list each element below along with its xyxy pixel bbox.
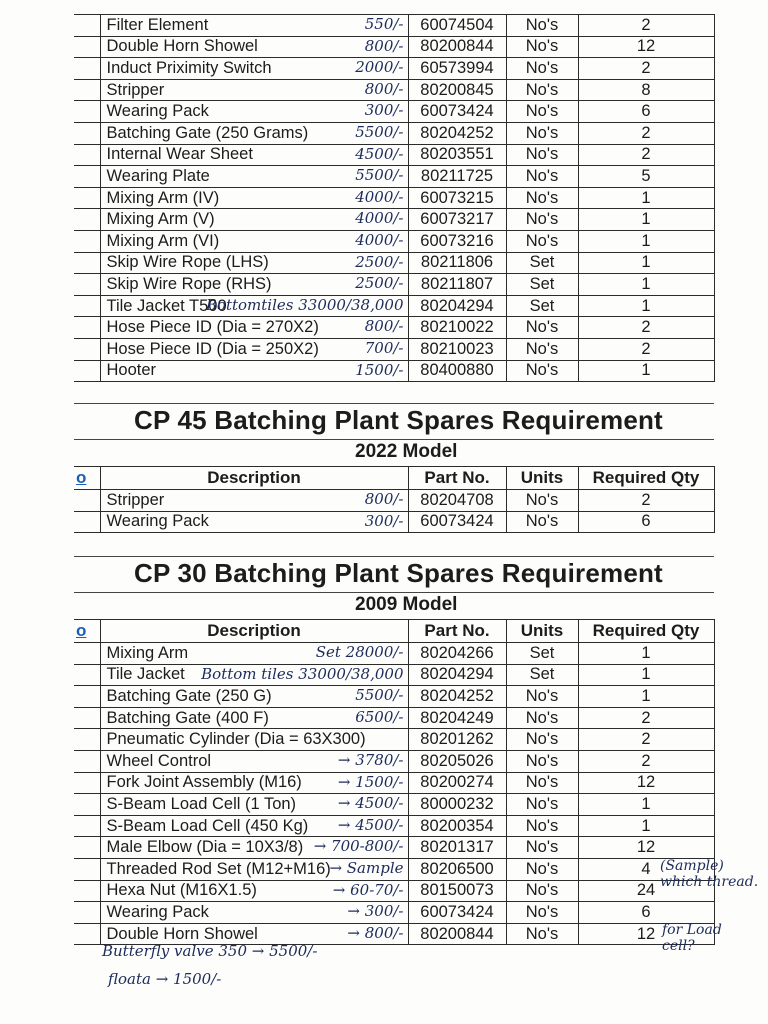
qty-cell: 2	[578, 490, 714, 512]
part-no-cell: 80211725	[408, 166, 506, 188]
part-no-cell: 80200844	[408, 36, 506, 58]
table-row	[74, 729, 714, 751]
part-no-cell: 60073424	[408, 101, 506, 123]
table-row	[74, 858, 714, 880]
description-cell	[100, 317, 408, 339]
row-margin	[74, 144, 100, 166]
row-margin	[74, 686, 100, 708]
header-serial: o	[74, 467, 100, 490]
description-text: Wearing Pack	[106, 512, 209, 531]
part-no-cell: 80000232	[408, 794, 506, 816]
row-margin	[74, 230, 100, 252]
table-row	[74, 815, 714, 837]
units-cell: No's	[506, 166, 578, 188]
description-cell	[100, 295, 408, 317]
row-margin	[74, 707, 100, 729]
table-header	[74, 620, 714, 643]
units-cell: No's	[506, 360, 578, 382]
part-no-cell: 80204266	[408, 643, 506, 665]
units-cell: No's	[506, 187, 578, 209]
cp45-title: CP 45 Batching Plant Spares Requirement	[134, 405, 663, 435]
description-cell	[100, 252, 408, 274]
handwritten-price-note: 5500/-	[355, 122, 404, 141]
description-cell	[100, 794, 408, 816]
row-margin	[74, 923, 100, 945]
table-row	[74, 837, 714, 859]
description-cell	[100, 166, 408, 188]
units-cell: No's	[506, 209, 578, 231]
cp45-table	[74, 466, 715, 533]
handwritten-price-note: 4500/-	[355, 144, 404, 163]
row-margin	[74, 295, 100, 317]
part-no-cell: 80204294	[408, 295, 506, 317]
units-cell: No's	[506, 772, 578, 794]
header-description: Description	[100, 467, 408, 490]
description-cell	[100, 360, 408, 382]
handwritten-price-note: 2500/-	[355, 274, 404, 293]
units-cell: No's	[506, 317, 578, 339]
row-margin	[74, 729, 100, 751]
table-row	[74, 166, 714, 188]
description-cell	[100, 79, 408, 101]
table-row	[74, 230, 714, 252]
description-cell	[100, 729, 408, 751]
row-margin	[74, 252, 100, 274]
table-row	[74, 643, 714, 665]
description-text: Skip Wire Rope (LHS)	[106, 253, 269, 272]
table-row	[74, 686, 714, 708]
qty-cell: 1	[578, 815, 714, 837]
qty-cell: 8	[578, 79, 714, 101]
qty-cell: 6	[578, 511, 714, 533]
qty-cell: 2	[578, 707, 714, 729]
description-text: Mixing Arm (V)	[106, 210, 215, 229]
description-cell	[100, 490, 408, 512]
table-row	[74, 101, 714, 123]
units-cell: No's	[506, 490, 578, 512]
handwritten-price-note: 300/-	[364, 101, 404, 120]
units-cell: No's	[506, 101, 578, 123]
table-row	[74, 144, 714, 166]
description-cell	[100, 144, 408, 166]
table-row	[74, 58, 714, 80]
description-cell	[100, 858, 408, 880]
description-text: Tile Jacket	[106, 665, 185, 684]
description-cell	[100, 15, 408, 37]
part-no-cell: 80205026	[408, 750, 506, 772]
units-cell: No's	[506, 815, 578, 837]
table-row	[74, 252, 714, 274]
units-cell: No's	[506, 338, 578, 360]
description-text: Wearing Plate	[106, 166, 210, 185]
qty-cell: 1	[578, 274, 714, 296]
row-margin	[74, 360, 100, 382]
handwritten-bottom-note-2: floata → 1500/-	[108, 970, 222, 988]
handwritten-price-note: 4000/-	[355, 187, 404, 206]
description-text: Skip Wire Rope (RHS)	[106, 274, 272, 293]
handwritten-side-note-2: for Load cell?	[662, 922, 722, 954]
table-row	[74, 880, 714, 902]
units-cell: No's	[506, 858, 578, 880]
table-row	[74, 122, 714, 144]
description-cell	[100, 511, 408, 533]
part-no-cell: 80210023	[408, 338, 506, 360]
section-rule	[74, 592, 714, 593]
row-margin	[74, 794, 100, 816]
description-text: S-Beam Load Cell (450 Kg)	[106, 816, 309, 835]
part-no-cell: 80200354	[408, 815, 506, 837]
qty-cell: 12	[578, 36, 714, 58]
description-text: Fork Joint Assembly (M16)	[106, 773, 302, 792]
units-cell: No's	[506, 794, 578, 816]
row-margin	[74, 209, 100, 231]
description-text: Wearing Pack	[106, 902, 209, 921]
part-no-cell: 60073424	[408, 902, 506, 924]
handwritten-price-note: → 300/-	[347, 902, 404, 921]
description-text: S-Beam Load Cell (1 Ton)	[106, 794, 297, 813]
table-row	[74, 187, 714, 209]
row-margin	[74, 338, 100, 360]
table-row	[74, 511, 714, 533]
units-cell: No's	[506, 880, 578, 902]
description-text: Stripper	[106, 80, 165, 99]
part-no-cell: 80204294	[408, 664, 506, 686]
description-text: Batching Gate (400 F)	[106, 708, 269, 727]
row-margin	[74, 772, 100, 794]
header-part-no: Part No.	[408, 620, 506, 643]
row-margin	[74, 79, 100, 101]
handwritten-side-note: (Sample) which thread.	[660, 858, 759, 890]
units-cell: No's	[506, 729, 578, 751]
qty-cell: 24	[578, 880, 714, 902]
part-no-cell: 80203551	[408, 144, 506, 166]
cp45-model: 2022 Model	[355, 441, 458, 462]
handwritten-price-note: 4000/-	[355, 230, 404, 249]
description-text: Wearing Pack	[106, 102, 209, 121]
description-cell	[100, 122, 408, 144]
qty-cell: 2	[578, 58, 714, 80]
handwritten-price-note: 700/-	[364, 338, 404, 357]
units-cell: Set	[506, 295, 578, 317]
description-cell	[100, 58, 408, 80]
table-row	[74, 360, 714, 382]
description-cell	[100, 643, 408, 665]
part-no-cell: 60073217	[408, 209, 506, 231]
description-text: Mixing Arm (IV)	[106, 188, 220, 207]
description-cell	[100, 187, 408, 209]
header-part-no: Part No.	[408, 467, 506, 490]
qty-cell: 1	[578, 295, 714, 317]
qty-cell: 1	[578, 643, 714, 665]
row-margin	[74, 815, 100, 837]
row-margin	[74, 101, 100, 123]
qty-cell: 6	[578, 902, 714, 924]
table-row	[74, 664, 714, 686]
part-no-cell: 80400880	[408, 360, 506, 382]
header-required-qty: Required Qty	[578, 467, 714, 490]
table-row	[74, 295, 714, 317]
row-margin	[74, 880, 100, 902]
part-no-cell: 60073216	[408, 230, 506, 252]
part-no-cell: 60073215	[408, 187, 506, 209]
description-text: Double Horn Showel	[106, 37, 258, 56]
qty-cell: 2	[578, 338, 714, 360]
qty-cell: 1	[578, 252, 714, 274]
qty-cell: 12	[578, 837, 714, 859]
table-row	[74, 902, 714, 924]
row-margin	[74, 858, 100, 880]
units-cell: No's	[506, 58, 578, 80]
description-cell	[100, 880, 408, 902]
handwritten-price-note: 5500/-	[355, 686, 404, 705]
header-required-qty: Required Qty	[578, 620, 714, 643]
units-cell: No's	[506, 15, 578, 37]
handwritten-price-note: 4000/-	[355, 209, 404, 228]
units-cell: No's	[506, 707, 578, 729]
handwritten-price-note: → 3780/-	[337, 750, 404, 769]
description-cell	[100, 902, 408, 924]
spares-table-continued	[74, 14, 715, 382]
qty-cell: 2	[578, 144, 714, 166]
table-row	[74, 772, 714, 794]
qty-cell: 2	[578, 15, 714, 37]
description-text: Tile Jacket T500	[106, 296, 227, 315]
units-cell: No's	[506, 902, 578, 924]
units-cell: Set	[506, 274, 578, 296]
table-row	[74, 209, 714, 231]
qty-cell: 12	[578, 772, 714, 794]
handwritten-price-note: → 700-800/-	[313, 837, 404, 856]
description-text: Stripper	[106, 490, 165, 509]
description-cell	[100, 230, 408, 252]
description-text: Induct Priximity Switch	[106, 58, 272, 77]
description-cell	[100, 209, 408, 231]
section-rule	[74, 439, 714, 440]
part-no-cell: 80200274	[408, 772, 506, 794]
units-cell: No's	[506, 511, 578, 533]
row-margin	[74, 664, 100, 686]
table-row	[74, 15, 714, 37]
units-cell: No's	[506, 923, 578, 945]
part-no-cell: 60073424	[408, 511, 506, 533]
handwritten-price-note: → 4500/-	[337, 815, 404, 834]
description-text: Batching Gate (250 Grams)	[106, 123, 309, 142]
description-cell	[100, 815, 408, 837]
row-margin	[74, 15, 100, 37]
description-text: Wheel Control	[106, 751, 212, 770]
table-row	[74, 490, 714, 512]
header-units: Units	[506, 467, 578, 490]
description-cell	[100, 664, 408, 686]
row-margin	[74, 317, 100, 339]
table-row	[74, 794, 714, 816]
part-no-cell: 80200845	[408, 79, 506, 101]
table-row	[74, 707, 714, 729]
part-no-cell: 80150073	[408, 880, 506, 902]
description-text: Hooter	[106, 361, 157, 380]
units-cell: Set	[506, 664, 578, 686]
header-units: Units	[506, 620, 578, 643]
description-text: Hose Piece ID (Dia = 270X2)	[106, 318, 319, 337]
row-margin	[74, 837, 100, 859]
qty-cell: 1	[578, 187, 714, 209]
description-text: Threaded Rod Set (M12+M16)	[106, 859, 331, 878]
qty-cell: 1	[578, 794, 714, 816]
description-cell	[100, 101, 408, 123]
part-no-cell: 80204249	[408, 707, 506, 729]
qty-cell: 2	[578, 122, 714, 144]
row-margin	[74, 187, 100, 209]
table-row	[74, 317, 714, 339]
section-rule	[74, 403, 714, 404]
description-text: Male Elbow (Dia = 10X3/8)	[106, 838, 304, 857]
handwritten-price-note: Set 28000/-	[315, 643, 404, 661]
handwritten-bottom-note-1: Butterfly valve 350 → 5500/-	[102, 942, 318, 960]
handwritten-price-note: Bottom tiles 33000/38,000	[201, 664, 404, 683]
part-no-cell: 80201262	[408, 729, 506, 751]
qty-cell: 1	[578, 360, 714, 382]
qty-cell: 1	[578, 664, 714, 686]
handwritten-price-note: → Sample	[329, 858, 404, 877]
part-no-cell: 80211807	[408, 274, 506, 296]
cp30-table	[74, 619, 715, 945]
qty-cell: 2	[578, 729, 714, 751]
row-margin	[74, 902, 100, 924]
handwritten-price-note: 800/-	[364, 36, 404, 55]
header-description: Description	[100, 620, 408, 643]
description-text: Double Horn Showel	[106, 924, 258, 943]
description-cell	[100, 837, 408, 859]
description-cell	[100, 338, 408, 360]
units-cell: No's	[506, 122, 578, 144]
handwritten-price-note: 550/-	[364, 15, 404, 33]
description-text: Pneumatic Cylinder (Dia = 63X300)	[106, 730, 366, 749]
part-no-cell: 80204708	[408, 490, 506, 512]
part-no-cell: 80201317	[408, 837, 506, 859]
part-no-cell: 80206500	[408, 858, 506, 880]
table-header	[74, 467, 714, 490]
description-text: Hose Piece ID (Dia = 250X2)	[106, 339, 319, 358]
part-no-cell: 80210022	[408, 317, 506, 339]
units-cell: No's	[506, 686, 578, 708]
row-margin	[74, 643, 100, 665]
description-cell	[100, 772, 408, 794]
part-no-cell: 80200844	[408, 923, 506, 945]
row-margin	[74, 36, 100, 58]
qty-cell: 1	[578, 209, 714, 231]
units-cell: No's	[506, 230, 578, 252]
units-cell: Set	[506, 643, 578, 665]
handwritten-price-note: 2500/-	[355, 252, 404, 271]
cp30-title: CP 30 Batching Plant Spares Requirement	[134, 558, 663, 588]
description-text: Batching Gate (250 G)	[106, 686, 272, 705]
row-margin	[74, 511, 100, 533]
part-no-cell: 80204252	[408, 686, 506, 708]
table-row	[74, 750, 714, 772]
units-cell: No's	[506, 144, 578, 166]
handwritten-price-note: 2000/-	[355, 58, 404, 77]
handwritten-price-note: 800/-	[364, 490, 404, 508]
handwritten-price-note: 300/-	[364, 511, 404, 530]
qty-cell: 6	[578, 101, 714, 123]
qty-cell: 4	[578, 858, 714, 880]
description-text: Hexa Nut (M16X1.5)	[106, 881, 257, 900]
handwritten-price-note: 5500/-	[355, 166, 404, 185]
units-cell: Set	[506, 252, 578, 274]
part-no-cell: 60573994	[408, 58, 506, 80]
qty-cell: 1	[578, 230, 714, 252]
qty-cell: 1	[578, 686, 714, 708]
row-margin	[74, 166, 100, 188]
units-cell: No's	[506, 36, 578, 58]
units-cell: No's	[506, 837, 578, 859]
description-cell	[100, 707, 408, 729]
qty-cell: 2	[578, 750, 714, 772]
qty-cell: 5	[578, 166, 714, 188]
handwritten-price-note: 800/-	[364, 317, 404, 336]
table-row	[74, 338, 714, 360]
header-serial: o	[74, 620, 100, 643]
row-margin	[74, 490, 100, 512]
units-cell: No's	[506, 79, 578, 101]
description-cell	[100, 274, 408, 296]
table-row	[74, 79, 714, 101]
units-cell: No's	[506, 750, 578, 772]
table-row	[74, 274, 714, 296]
part-no-cell: 80211806	[408, 252, 506, 274]
description-text: Internal Wear Sheet	[106, 145, 253, 164]
section-rule	[74, 556, 714, 557]
row-margin	[74, 274, 100, 296]
qty-cell: 2	[578, 317, 714, 339]
cp30-model: 2009 Model	[355, 594, 458, 615]
handwritten-price-note: 6500/-	[355, 707, 404, 726]
table-row	[74, 36, 714, 58]
description-cell	[100, 36, 408, 58]
handwritten-price-note: 1500/-	[355, 360, 404, 379]
description-cell	[100, 750, 408, 772]
description-text: Mixing Arm	[106, 643, 189, 662]
row-margin	[74, 58, 100, 80]
handwritten-price-note: → 1500/-	[337, 772, 404, 791]
part-no-cell: 60074504	[408, 15, 506, 37]
handwritten-price-note: → 4500/-	[337, 794, 404, 813]
handwritten-price-note: → 800/-	[347, 923, 404, 942]
description-text: Mixing Arm (VI)	[106, 231, 220, 250]
handwritten-price-note: Bottomtiles 33000/38,000	[205, 295, 404, 314]
description-cell	[100, 686, 408, 708]
qty-cell: 12	[578, 923, 714, 945]
description-text: Filter Element	[106, 15, 209, 34]
handwritten-price-note: 800/-	[364, 79, 404, 98]
part-no-cell: 80204252	[408, 122, 506, 144]
handwritten-price-note: → 60-70/-	[332, 880, 404, 899]
row-margin	[74, 122, 100, 144]
row-margin	[74, 750, 100, 772]
